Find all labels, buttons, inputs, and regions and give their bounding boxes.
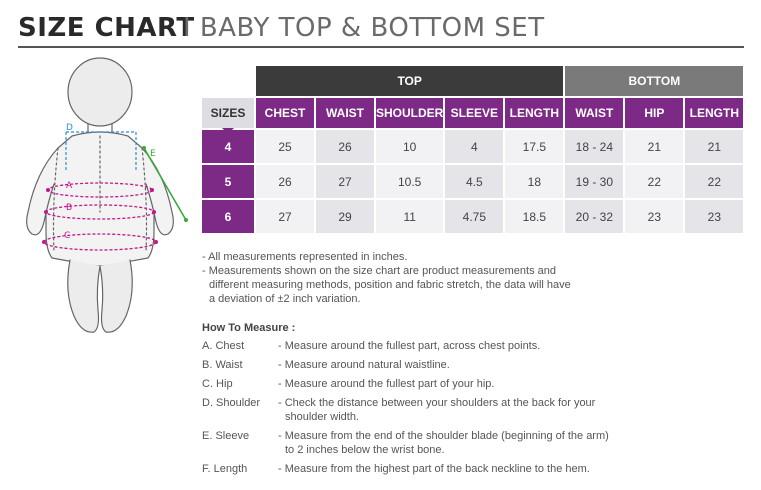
title-bar xyxy=(18,12,744,48)
note-line: - All measurements represented in inches. xyxy=(202,251,408,263)
table-cell: 18.5 xyxy=(505,200,563,233)
table-cell: 11 xyxy=(376,200,443,233)
howto-title: How To Measure : xyxy=(202,322,296,334)
howto-list xyxy=(202,339,742,481)
howto-desc xyxy=(278,396,742,424)
sizes-header-label: SIZES xyxy=(210,106,246,120)
group-header-top: TOP xyxy=(256,66,563,96)
table-cell: 27 xyxy=(316,165,374,198)
table-cell: 25 xyxy=(256,130,314,163)
svg-text:C: C xyxy=(64,231,71,241)
baby-figure-icon xyxy=(14,52,204,344)
howto-desc-line: - Measure around natural waistline. xyxy=(278,359,450,371)
list-item xyxy=(202,377,742,391)
column-header: SHOULDER xyxy=(376,98,443,128)
column-header: CHEST xyxy=(256,98,314,128)
note-line: - Measurements shown on the size chart are product measurements and xyxy=(202,265,557,277)
arrow-down-icon xyxy=(222,128,234,134)
svg-text:A: A xyxy=(66,181,73,191)
table-row xyxy=(202,130,743,163)
list-item xyxy=(202,339,742,353)
column-header: LENGTH xyxy=(685,98,743,128)
table-cell: 26 xyxy=(256,165,314,198)
table-cell: 18 xyxy=(505,165,563,198)
table-cell: 22 xyxy=(685,165,743,198)
table-cell: 10.5 xyxy=(376,165,443,198)
list-item xyxy=(202,429,742,457)
page-title: SIZE CHART xyxy=(18,13,195,43)
list-item xyxy=(202,462,742,476)
howto-desc-line: - Measure from the end of the shoulder blade (beginning of the arm) xyxy=(278,430,609,442)
column-header: SLEEVE xyxy=(445,98,503,128)
group-header-bottom: BOTTOM xyxy=(565,66,743,96)
svg-text:E: E xyxy=(150,149,156,159)
table-cell: 21 xyxy=(625,130,683,163)
table-cell: 29 xyxy=(316,200,374,233)
table-row xyxy=(202,200,743,233)
column-header: WAIST xyxy=(316,98,374,128)
column-header: HIP xyxy=(625,98,683,128)
table-cell: 4.75 xyxy=(445,200,503,233)
howto-label: F. Length xyxy=(202,463,248,475)
howto-desc xyxy=(278,377,742,391)
howto-desc-line: to 2 inches below the wrist bone. xyxy=(285,444,445,456)
table-cell: 4.5 xyxy=(445,165,503,198)
table-cell: 10 xyxy=(376,130,443,163)
howto-label: E. Sleeve xyxy=(202,430,250,442)
size-cell: 5 xyxy=(202,165,254,198)
sizes-header xyxy=(202,98,254,128)
table-row xyxy=(202,165,743,198)
howto-desc xyxy=(278,339,742,353)
table-cell: 21 xyxy=(685,130,743,163)
table-cell: 26 xyxy=(316,130,374,163)
table-cell: 17.5 xyxy=(505,130,563,163)
howto-desc-line: - Measure from the highest part of the back neckline to the hem. xyxy=(278,463,590,475)
list-item xyxy=(202,358,742,372)
table-cell: 20 - 32 xyxy=(565,200,623,233)
column-header: WAIST xyxy=(565,98,623,128)
howto-label: D. Shoulder xyxy=(202,397,261,409)
howto-desc xyxy=(278,358,742,372)
howto-desc xyxy=(278,429,742,457)
howto-label: A. Chest xyxy=(202,340,245,352)
note-line: different measuring methods, position and fabric stretch, the data will have xyxy=(209,279,571,291)
table-cell: 19 - 30 xyxy=(565,165,623,198)
svg-text:D: D xyxy=(66,123,73,133)
notes xyxy=(202,250,732,306)
howto-label: C. Hip xyxy=(202,378,233,390)
howto-desc xyxy=(278,462,742,476)
note-line: a deviation of ±2 inch variation. xyxy=(209,293,361,305)
howto-desc-line: - Check the distance between your shoulders at the back for your xyxy=(278,397,596,409)
table-cell: 18 - 24 xyxy=(565,130,623,163)
list-item xyxy=(202,396,742,424)
howto-desc-line: - Measure around the fullest part, across chest points. xyxy=(278,340,541,352)
table-cell: 22 xyxy=(625,165,683,198)
howto-desc-line: shoulder width. xyxy=(285,411,359,423)
howto-label: B. Waist xyxy=(202,359,243,371)
page-subtitle: I BABY TOP & BOTTOM SET xyxy=(183,13,545,43)
table-cell: 4 xyxy=(445,130,503,163)
howto-desc-line: - Measure around the fullest part of your hip. xyxy=(278,378,495,390)
size-chart-table xyxy=(200,64,745,235)
table-cell: 27 xyxy=(256,200,314,233)
size-cell: 6 xyxy=(202,200,254,233)
table-corner xyxy=(202,66,254,96)
table-cell: 23 xyxy=(625,200,683,233)
svg-text:B: B xyxy=(66,203,73,213)
table-cell: 23 xyxy=(685,200,743,233)
column-header: LENGTH xyxy=(505,98,563,128)
size-cell: 4 xyxy=(202,130,254,163)
